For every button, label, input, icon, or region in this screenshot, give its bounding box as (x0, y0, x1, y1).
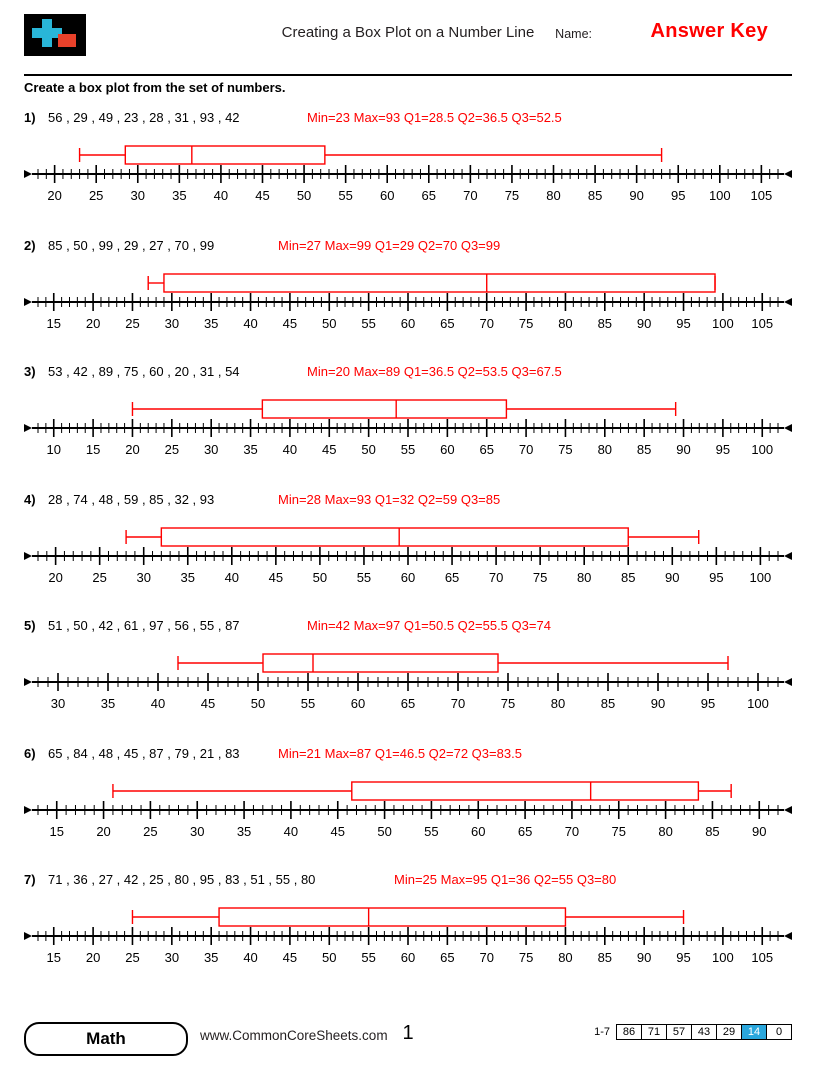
svg-text:45: 45 (268, 570, 284, 582)
problem-numbers: 51 , 50 , 42 , 61 , 97 , 56 , 55 , 87 (48, 618, 240, 633)
svg-text:95: 95 (715, 442, 731, 454)
box-plot (24, 382, 792, 458)
svg-text:30: 30 (136, 570, 151, 582)
instruction-text: Create a box plot from the set of numbers. (24, 80, 286, 95)
svg-text:30: 30 (203, 442, 219, 454)
problem-answer-stats: Min=20 Max=89 Q1=36.5 Q2=53.5 Q3=67.5 (307, 364, 562, 379)
svg-text:85: 85 (587, 188, 603, 200)
svg-text:45: 45 (282, 316, 298, 328)
page-footer (24, 1022, 792, 1056)
svg-text:70: 70 (564, 824, 580, 836)
svg-text:70: 70 (479, 950, 494, 962)
svg-text:80: 80 (658, 824, 673, 836)
svg-text:65: 65 (517, 824, 533, 836)
svg-text:40: 40 (224, 570, 240, 582)
svg-text:50: 50 (361, 442, 376, 454)
svg-text:85: 85 (600, 696, 616, 708)
problem-answer-stats: Min=21 Max=87 Q1=46.5 Q2=72 Q3=83.5 (278, 746, 522, 761)
score-table (594, 1024, 792, 1040)
svg-text:85: 85 (705, 824, 720, 836)
svg-text:75: 75 (558, 442, 573, 454)
box-plot (24, 636, 792, 712)
score-range: 1-7 (594, 1026, 610, 1038)
problem-answer-stats: Min=23 Max=93 Q1=28.5 Q2=36.5 Q3=52.5 (307, 110, 562, 125)
problem-answer-stats: Min=27 Max=99 Q1=29 Q2=70 Q3=99 (278, 238, 501, 253)
score-cell: 57 (666, 1024, 691, 1040)
header-divider (24, 74, 792, 76)
svg-text:55: 55 (361, 950, 376, 962)
score-cell: 0 (766, 1024, 792, 1040)
svg-text:65: 65 (440, 950, 455, 962)
svg-text:50: 50 (322, 316, 337, 328)
svg-text:85: 85 (636, 442, 652, 454)
svg-text:95: 95 (676, 950, 691, 962)
box-plot (24, 890, 792, 966)
svg-text:65: 65 (479, 442, 494, 454)
svg-text:85: 85 (621, 570, 636, 582)
svg-text:20: 20 (85, 316, 101, 328)
svg-text:80: 80 (558, 316, 573, 328)
svg-text:45: 45 (255, 188, 270, 200)
box-plot (24, 510, 792, 586)
page-title: Creating a Box Plot on a Number Line (281, 24, 535, 41)
svg-text:100: 100 (712, 950, 734, 962)
svg-text:40: 40 (282, 442, 298, 454)
svg-text:60: 60 (471, 824, 486, 836)
svg-text:20: 20 (125, 442, 140, 454)
svg-text:65: 65 (440, 316, 455, 328)
svg-text:40: 40 (243, 316, 258, 328)
box-plot (24, 256, 792, 332)
svg-text:100: 100 (747, 696, 769, 708)
svg-text:35: 35 (203, 316, 219, 328)
svg-text:85: 85 (597, 950, 613, 962)
svg-text:20: 20 (85, 950, 101, 962)
svg-text:10: 10 (46, 442, 61, 454)
svg-text:90: 90 (665, 570, 680, 582)
svg-text:60: 60 (400, 316, 416, 328)
svg-text:70: 70 (488, 570, 504, 582)
problem-number: 4) (24, 492, 36, 507)
problem-numbers: 53 , 42 , 89 , 75 , 60 , 20 , 31 , 54 (48, 364, 240, 379)
svg-text:90: 90 (629, 188, 644, 200)
svg-text:40: 40 (150, 696, 166, 708)
svg-text:35: 35 (203, 950, 219, 962)
svg-text:40: 40 (213, 188, 229, 200)
problem-numbers: 28 , 74 , 48 , 59 , 85 , 32 , 93 (48, 492, 215, 507)
svg-text:55: 55 (338, 188, 353, 200)
svg-text:20: 20 (47, 188, 62, 200)
svg-text:80: 80 (576, 570, 592, 582)
svg-text:105: 105 (750, 188, 773, 200)
svg-text:85: 85 (597, 316, 613, 328)
svg-text:60: 60 (379, 188, 395, 200)
score-cell: 71 (641, 1024, 666, 1040)
svg-text:75: 75 (532, 570, 548, 582)
svg-text:15: 15 (49, 824, 64, 836)
problem-numbers: 71 , 36 , 27 , 42 , 25 , 80 , 95 , 83 , 51 , 55 , 80 (48, 872, 316, 887)
problem-number: 1) (24, 110, 36, 125)
svg-text:90: 90 (636, 316, 652, 328)
svg-text:50: 50 (312, 570, 328, 582)
svg-text:95: 95 (676, 316, 691, 328)
problem-number: 7) (24, 872, 36, 887)
svg-text:25: 25 (143, 824, 158, 836)
svg-text:70: 70 (518, 442, 534, 454)
svg-text:95: 95 (670, 188, 686, 200)
answer-key-badge: Answer Key (650, 20, 768, 42)
svg-text:45: 45 (322, 442, 337, 454)
subject-label: Math (86, 1029, 126, 1048)
svg-text:20: 20 (48, 570, 63, 582)
svg-text:35: 35 (180, 570, 195, 582)
svg-text:25: 25 (92, 570, 107, 582)
svg-text:75: 75 (611, 824, 626, 836)
svg-text:55: 55 (300, 696, 316, 708)
svg-text:55: 55 (356, 570, 372, 582)
problem-numbers: 56 , 29 , 49 , 23 , 28 , 31 , 93 , 42 (48, 110, 240, 125)
svg-text:40: 40 (283, 824, 299, 836)
problem-answer-stats: Min=28 Max=93 Q1=32 Q2=59 Q3=85 (278, 492, 501, 507)
svg-text:70: 70 (479, 316, 494, 328)
problem-number: 5) (24, 618, 36, 633)
svg-text:60: 60 (350, 696, 366, 708)
website-url: www.CommonCoreSheets.com (200, 1028, 388, 1043)
svg-text:80: 80 (597, 442, 613, 454)
svg-text:30: 30 (164, 316, 180, 328)
page-header (24, 14, 792, 60)
svg-text:65: 65 (421, 188, 437, 200)
svg-text:50: 50 (377, 824, 392, 836)
svg-text:100: 100 (751, 442, 774, 454)
svg-text:50: 50 (296, 188, 312, 200)
svg-text:60: 60 (440, 442, 455, 454)
svg-text:90: 90 (636, 950, 652, 962)
svg-text:50: 50 (250, 696, 266, 708)
svg-text:90: 90 (752, 824, 767, 836)
score-cell: 29 (716, 1024, 741, 1040)
svg-text:75: 75 (500, 696, 516, 708)
problem-number: 6) (24, 746, 36, 761)
svg-text:15: 15 (85, 442, 101, 454)
svg-text:75: 75 (504, 188, 520, 200)
svg-text:55: 55 (361, 316, 376, 328)
svg-text:75: 75 (518, 316, 534, 328)
svg-text:100: 100 (749, 570, 772, 582)
svg-text:30: 30 (130, 188, 146, 200)
svg-text:80: 80 (550, 696, 566, 708)
svg-text:35: 35 (172, 188, 187, 200)
svg-text:30: 30 (164, 950, 180, 962)
svg-text:25: 25 (88, 188, 104, 200)
box-plot (24, 764, 792, 840)
svg-text:15: 15 (46, 316, 61, 328)
svg-text:15: 15 (46, 950, 61, 962)
svg-text:35: 35 (236, 824, 252, 836)
svg-text:95: 95 (700, 696, 716, 708)
problem-answer-stats: Min=42 Max=97 Q1=50.5 Q2=55.5 Q3=74 (307, 618, 551, 633)
svg-text:100: 100 (708, 188, 731, 200)
svg-text:40: 40 (243, 950, 258, 962)
svg-text:65: 65 (444, 570, 460, 582)
svg-text:80: 80 (546, 188, 561, 200)
svg-text:20: 20 (96, 824, 111, 836)
svg-text:65: 65 (400, 696, 416, 708)
score-cell: 86 (616, 1024, 641, 1040)
svg-text:50: 50 (322, 950, 337, 962)
svg-text:95: 95 (709, 570, 724, 582)
svg-text:55: 55 (424, 824, 439, 836)
svg-text:75: 75 (518, 950, 534, 962)
svg-text:90: 90 (650, 696, 666, 708)
problem-numbers: 65 , 84 , 48 , 45 , 87 , 79 , 21 , 83 (48, 746, 240, 761)
svg-text:25: 25 (125, 950, 140, 962)
svg-text:45: 45 (330, 824, 345, 836)
svg-text:105: 105 (751, 316, 774, 328)
svg-text:35: 35 (243, 442, 258, 454)
worksheet-page (0, 14, 816, 1070)
svg-text:70: 70 (463, 188, 478, 200)
svg-text:35: 35 (100, 696, 116, 708)
problem-numbers: 85 , 50 , 99 , 29 , 27 , 70 , 99 (48, 238, 215, 253)
score-cell: 43 (691, 1024, 716, 1040)
svg-text:90: 90 (676, 442, 691, 454)
svg-text:45: 45 (200, 696, 216, 708)
problem-answer-stats: Min=25 Max=95 Q1=36 Q2=55 Q3=80 (394, 872, 617, 887)
svg-text:30: 30 (50, 696, 66, 708)
problem-number: 3) (24, 364, 36, 379)
problem-number: 2) (24, 238, 36, 253)
svg-text:25: 25 (125, 316, 140, 328)
svg-text:25: 25 (164, 442, 180, 454)
svg-text:55: 55 (400, 442, 416, 454)
svg-text:60: 60 (400, 950, 416, 962)
svg-text:70: 70 (450, 696, 466, 708)
svg-text:45: 45 (282, 950, 298, 962)
svg-text:30: 30 (190, 824, 205, 836)
svg-text:105: 105 (751, 950, 774, 962)
score-cell: 14 (741, 1024, 766, 1040)
svg-text:100: 100 (712, 316, 734, 328)
svg-text:60: 60 (400, 570, 416, 582)
page-number: 1 (402, 1022, 414, 1044)
box-plot (24, 128, 792, 204)
name-label: Name: (555, 27, 592, 41)
svg-text:80: 80 (558, 950, 573, 962)
